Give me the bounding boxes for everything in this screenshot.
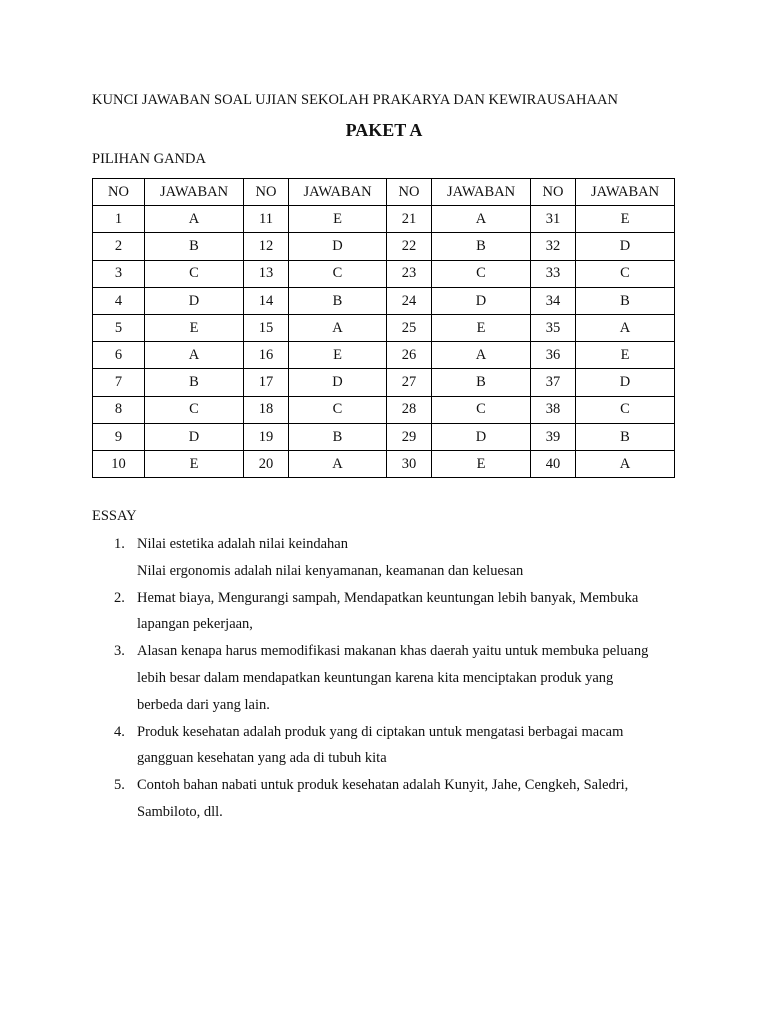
answer-cell: B bbox=[289, 287, 387, 314]
question-number-cell: 19 bbox=[244, 423, 289, 450]
answer-cell: D bbox=[576, 369, 675, 396]
essay-answer-line: Sambiloto, dll. bbox=[137, 803, 223, 820]
list-item-number: 3. bbox=[114, 643, 125, 660]
question-number-cell: 2 bbox=[93, 233, 145, 260]
answer-cell: D bbox=[576, 233, 675, 260]
table-row bbox=[93, 206, 675, 233]
header-cell: NO bbox=[531, 179, 576, 206]
essay-answer-line: gangguan kesehatan yang ada di tubuh kita bbox=[137, 750, 387, 767]
answer-key-table bbox=[92, 178, 675, 478]
question-number-cell: 21 bbox=[387, 206, 432, 233]
answer-cell: C bbox=[432, 260, 531, 287]
question-number-cell: 8 bbox=[93, 396, 145, 423]
question-number-cell: 3 bbox=[93, 260, 145, 287]
question-number-cell: 10 bbox=[93, 450, 145, 477]
answer-cell: B bbox=[289, 423, 387, 450]
essay-answer-line: Contoh bahan nabati untuk produk kesehatan adalah Kunyit, Jahe, Cengkeh, Saledri, bbox=[137, 777, 629, 794]
essay-answer-list bbox=[92, 531, 682, 826]
question-number-cell: 27 bbox=[387, 369, 432, 396]
question-number-cell: 38 bbox=[531, 396, 576, 423]
answer-cell: A bbox=[432, 206, 531, 233]
header-cell: NO bbox=[387, 179, 432, 206]
header-cell: JAWABAN bbox=[432, 179, 531, 206]
answer-cell: B bbox=[145, 233, 244, 260]
question-number-cell: 9 bbox=[93, 423, 145, 450]
question-number-cell: 20 bbox=[244, 450, 289, 477]
question-number-cell: 1 bbox=[93, 206, 145, 233]
answer-cell: A bbox=[145, 206, 244, 233]
answer-cell: E bbox=[289, 342, 387, 369]
list-item-number: 1. bbox=[114, 536, 125, 552]
table-row bbox=[93, 342, 675, 369]
question-number-cell: 4 bbox=[93, 287, 145, 314]
question-number-cell: 7 bbox=[93, 369, 145, 396]
question-number-cell: 35 bbox=[531, 314, 576, 341]
list-item bbox=[92, 531, 682, 585]
question-number-cell: 40 bbox=[531, 450, 576, 477]
list-item bbox=[92, 719, 682, 773]
essay-answer-line: Nilai ergonomis adalah nilai kenyamanan, keamanan dan keluesan bbox=[137, 562, 524, 579]
answer-cell: B bbox=[576, 287, 675, 314]
answer-cell: C bbox=[432, 396, 531, 423]
essay-answer-line: lebih besar dalam mendapatkan keuntungan karena kita menciptakan produk yang bbox=[137, 669, 614, 686]
question-number-cell: 16 bbox=[244, 342, 289, 369]
table-row bbox=[93, 314, 675, 341]
list-item bbox=[92, 638, 682, 718]
document-subtitle: PAKET A bbox=[345, 120, 423, 140]
question-number-cell: 13 bbox=[244, 260, 289, 287]
essay-answer-line: Nilai estetika adalah nilai keindahan bbox=[137, 536, 348, 552]
question-number-cell: 11 bbox=[244, 206, 289, 233]
header-cell: JAWABAN bbox=[289, 179, 387, 206]
question-number-cell: 37 bbox=[531, 369, 576, 396]
answer-cell: D bbox=[145, 287, 244, 314]
essay-heading: ESSAY bbox=[92, 508, 137, 524]
question-number-cell: 36 bbox=[531, 342, 576, 369]
answer-cell: E bbox=[289, 206, 387, 233]
question-number-cell: 28 bbox=[387, 396, 432, 423]
question-number-cell: 22 bbox=[387, 233, 432, 260]
table-row bbox=[93, 233, 675, 260]
question-number-cell: 33 bbox=[531, 260, 576, 287]
header-cell: NO bbox=[244, 179, 289, 206]
essay-answer-line: lapangan pekerjaan, bbox=[137, 616, 253, 633]
answer-cell: C bbox=[576, 260, 675, 287]
table-header-row bbox=[93, 179, 675, 206]
question-number-cell: 30 bbox=[387, 450, 432, 477]
list-item bbox=[92, 585, 682, 639]
header-cell: JAWABAN bbox=[576, 179, 675, 206]
question-number-cell: 23 bbox=[387, 260, 432, 287]
question-number-cell: 25 bbox=[387, 314, 432, 341]
answer-cell: A bbox=[289, 450, 387, 477]
list-item-number: 5. bbox=[114, 777, 125, 794]
essay-answer-line: Hemat biaya, Mengurangi sampah, Mendapatkan keuntungan lebih banyak, Membuka bbox=[137, 589, 639, 606]
table-row bbox=[93, 450, 675, 477]
question-number-cell: 15 bbox=[244, 314, 289, 341]
question-number-cell: 14 bbox=[244, 287, 289, 314]
question-number-cell: 24 bbox=[387, 287, 432, 314]
answer-cell: E bbox=[576, 206, 675, 233]
list-item bbox=[92, 772, 682, 826]
answer-cell: B bbox=[576, 423, 675, 450]
question-number-cell: 32 bbox=[531, 233, 576, 260]
table-row bbox=[93, 287, 675, 314]
essay-answer-line: Alasan kenapa harus memodifikasi makanan khas daerah yaitu untuk membuka peluang bbox=[137, 643, 649, 660]
answer-cell: B bbox=[145, 369, 244, 396]
answer-cell: E bbox=[576, 342, 675, 369]
list-item-number: 2. bbox=[114, 589, 125, 606]
answer-cell: C bbox=[145, 396, 244, 423]
table-row bbox=[93, 369, 675, 396]
answer-cell: D bbox=[289, 233, 387, 260]
essay-answer-line: Produk kesehatan adalah produk yang di ciptakan untuk mengatasi berbagai macam bbox=[137, 723, 624, 740]
question-number-cell: 12 bbox=[244, 233, 289, 260]
answer-cell: C bbox=[145, 260, 244, 287]
header-cell: NO bbox=[93, 179, 145, 206]
question-number-cell: 26 bbox=[387, 342, 432, 369]
question-number-cell: 29 bbox=[387, 423, 432, 450]
table-row bbox=[93, 423, 675, 450]
answer-cell: E bbox=[145, 450, 244, 477]
answer-cell: C bbox=[289, 396, 387, 423]
header-cell: JAWABAN bbox=[145, 179, 244, 206]
answer-cell: D bbox=[145, 423, 244, 450]
answer-cell: A bbox=[576, 314, 675, 341]
question-number-cell: 6 bbox=[93, 342, 145, 369]
answer-cell: A bbox=[432, 342, 531, 369]
multiple-choice-heading: PILIHAN GANDA bbox=[92, 151, 206, 167]
question-number-cell: 18 bbox=[244, 396, 289, 423]
essay-answer-line: berbeda dari yang lain. bbox=[137, 696, 270, 713]
question-number-cell: 31 bbox=[531, 206, 576, 233]
answer-cell: A bbox=[289, 314, 387, 341]
answer-cell: E bbox=[432, 314, 531, 341]
answer-cell: B bbox=[432, 369, 531, 396]
answer-cell: D bbox=[432, 423, 531, 450]
answer-cell: E bbox=[145, 314, 244, 341]
answer-cell: E bbox=[432, 450, 531, 477]
document-title: KUNCI JAWABAN SOAL UJIAN SEKOLAH PRAKARYA DAN KEWIRAUSAHAAN bbox=[92, 92, 619, 108]
answer-cell: A bbox=[145, 342, 244, 369]
list-item-number: 4. bbox=[114, 723, 125, 740]
answer-cell: D bbox=[289, 369, 387, 396]
question-number-cell: 34 bbox=[531, 287, 576, 314]
question-number-cell: 17 bbox=[244, 369, 289, 396]
answer-cell: C bbox=[289, 260, 387, 287]
table-row bbox=[93, 396, 675, 423]
answer-cell: C bbox=[576, 396, 675, 423]
table-row bbox=[93, 260, 675, 287]
question-number-cell: 5 bbox=[93, 314, 145, 341]
answer-cell: A bbox=[576, 450, 675, 477]
answer-cell: D bbox=[432, 287, 531, 314]
question-number-cell: 39 bbox=[531, 423, 576, 450]
answer-cell: B bbox=[432, 233, 531, 260]
